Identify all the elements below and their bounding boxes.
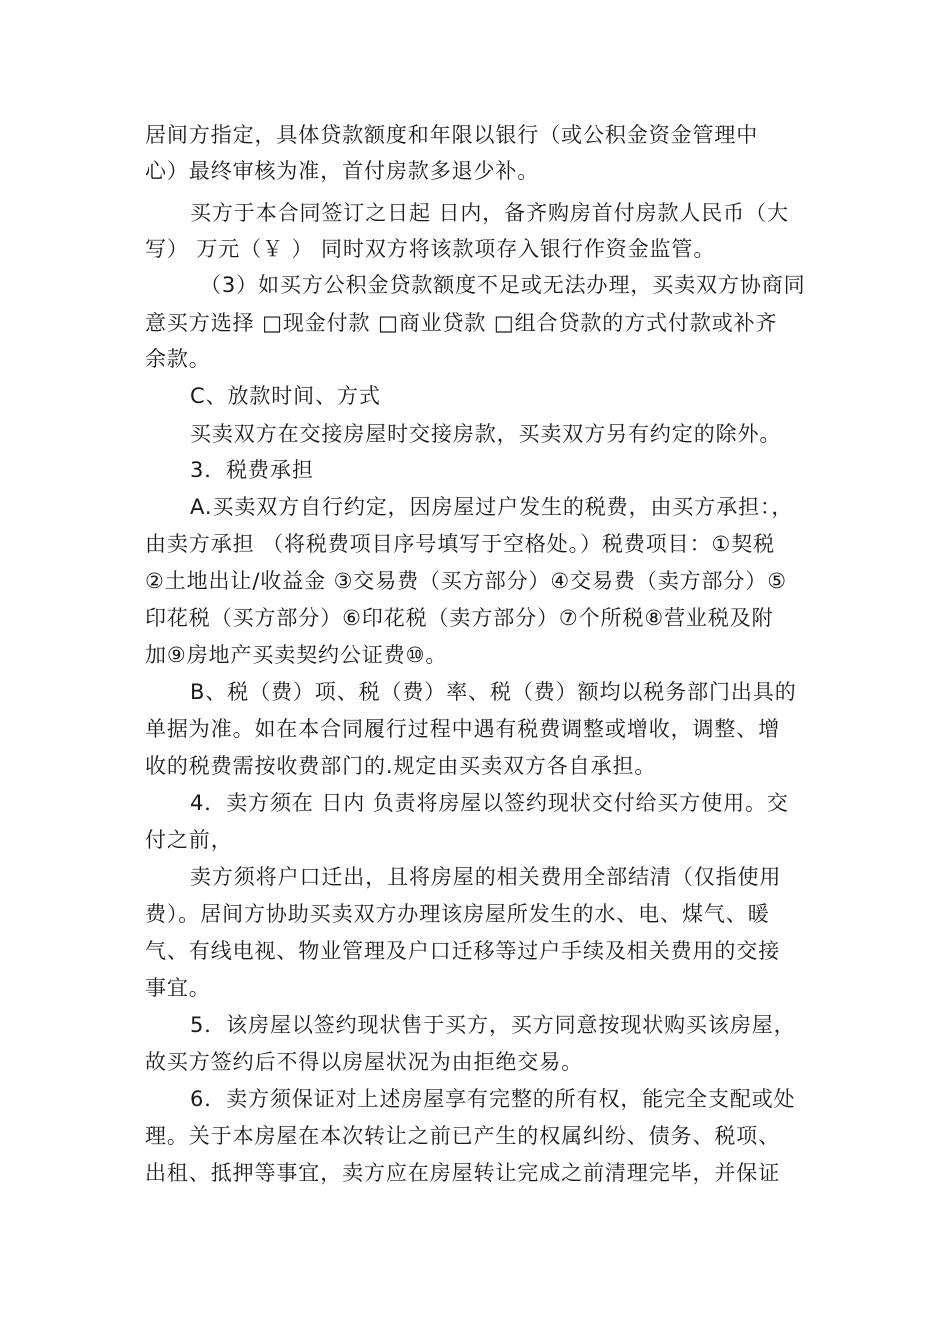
text-line: C、放款时间、方式 [190,384,381,408]
text-line: 出租、抵押等事宜，卖方应在房屋转让完成之前清理完毕，并保证 [145,1161,781,1185]
text-line: （3）如买方公积金贷款额度不足或无法办理，买卖双方协商同 [200,273,806,297]
text-line: 气、有线电视、物业管理及户口迁移等过户手续及相关费用的交接 [145,939,781,963]
text-line: ②土地出让/收益金 ③交易费（买方部分）④交易费（卖方部分）⑤ [145,569,787,593]
text-line: B、税（费）项、税（费）率、税（费）额均以税务部门出具的 [190,680,797,704]
text-line: 余款。 [145,347,211,371]
text-line: 买方于本合同签订之日起 日内，备齐购房首付房款人民币（大 [190,201,789,225]
text-line: 由卖方承担 （将税费项目序号填写于空格处。）税费项目：①契税 [145,532,775,556]
text-line: 心）最终审核为准，首付房款多退少补。 [145,159,540,183]
text-line: 故买方签约后不得以房屋状况为由拒绝交易。 [145,1050,583,1074]
text-line: 付之前， [145,828,233,852]
text-line: 单据为准。如在本合同履行过程中遇有税费调整或增收，调整、增 [145,717,781,741]
text-line: 事宜。 [145,976,211,1000]
text-line: 理。关于本房屋在本次转让之前已产生的权属纠纷、债务、税项、 [145,1124,781,1148]
text-line: 卖方须将户口迁出，且将房屋的相关费用全部结清（仅指使用 [190,865,782,889]
text-line: 费）。居间方协助买卖双方办理该房屋所发生的水、电、煤气、暖 [145,902,770,926]
text-line: 印花税（买方部分）⑥印花税（卖方部分）⑦个所税⑧营业税及附 [145,606,774,630]
text-line: 5．该房屋以签约现状售于买方，买方同意按现状购买该房屋， [190,1013,796,1037]
text-line: 居间方指定，具体贷款额度和年限以银行（或公积金资金管理中 [145,123,759,147]
text-line: 意买方选择 □现金付款 □商业贷款 □组合贷款的方式付款或补齐 [145,311,778,335]
text-line: A.买卖双方自行约定，因房屋过户发生的税费，由买方承担：， [190,495,794,519]
text-line: 写） 万元（￥ ） 同时双方将该款项存入银行作资金监管。 [145,237,716,261]
text-line: 收的税费需按收费部门的.规定由买卖双方各自承担。 [145,754,657,778]
text-line: 4．卖方须在 日内 负责将房屋以签约现状交付给买方使用。交 [190,791,789,815]
text-line: 买卖双方在交接房屋时交接房款，买卖双方另有约定的除外。 [190,422,782,446]
text-line: 3．税费承担 [190,458,314,482]
text-line: 加⑨房地产买卖契约公证费⑩。 [145,643,448,667]
text-line: 6．卖方须保证对上述房屋享有完整的所有权，能完全支配或处 [190,1087,796,1111]
